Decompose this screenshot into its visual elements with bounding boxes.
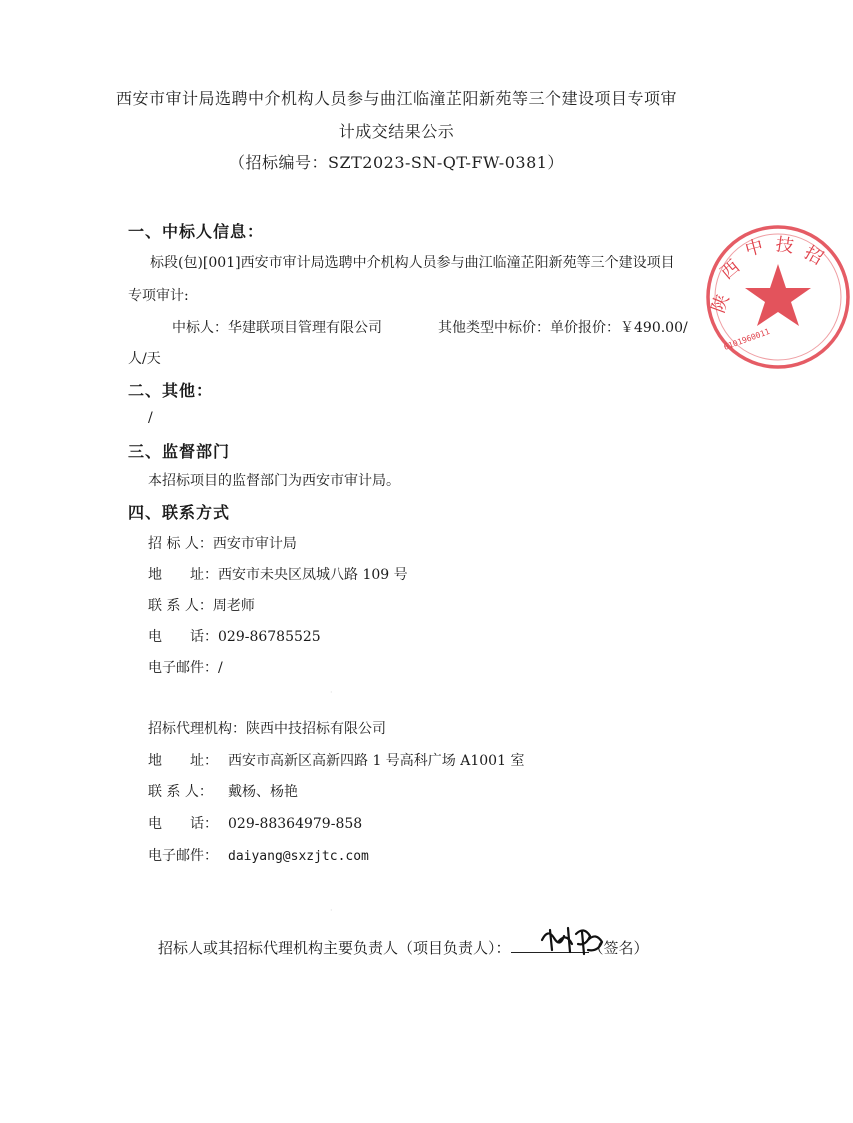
handwritten-signature: [538, 922, 608, 958]
tenderer-email-row: [148, 657, 223, 677]
section3-heading: 三、监督部门: [128, 442, 231, 461]
agency-address-label: 地 址：: [148, 753, 218, 769]
document-title-line1: 西安市审计局选聘中介机构人员参与曲江临潼芷阳新苑等三个建设项目专项审: [115, 89, 677, 108]
svg-text:招: 招: [800, 242, 827, 270]
tenderer-address-value: 西安市未央区凤城八路 109 号: [218, 567, 408, 583]
lot-description-line1: 标段(包)[001]西安市审计局选聘中介机构人员参与曲江临潼芷阳新苑等三个建设项目: [150, 255, 675, 271]
svg-text:技: 技: [774, 234, 796, 258]
tenderer-email-value: /: [218, 660, 223, 676]
lot-description-line2: 专项审计:: [128, 288, 189, 304]
section1-heading: 一、中标人信息：: [128, 222, 265, 241]
tenderer-phone-row: [148, 626, 321, 646]
agency-email-label: 电子邮件：: [148, 848, 218, 864]
svg-text:中: 中: [742, 235, 766, 261]
scan-artifact: ·: [330, 688, 333, 697]
section2-content: /: [148, 410, 153, 426]
agency-row: [148, 718, 386, 738]
svg-text:西: 西: [716, 256, 745, 284]
tender-number: （招标编号：SZT2023-SN-QT-FW-0381）: [229, 153, 564, 172]
tenderer-address-row: [148, 564, 408, 584]
agency-value: 陕西中技招标有限公司: [246, 721, 386, 737]
tenderer-value: 西安市审计局: [212, 536, 297, 552]
signature-prefix: 招标人或其招标代理机构主要负责人（项目负责人）：: [158, 939, 511, 957]
official-seal-stamp: [703, 222, 853, 372]
agency-contact-row: [148, 781, 298, 801]
document-title-line2: 计成交结果公示: [338, 122, 455, 141]
agency-email-value[interactable]: daiyang@sxzjtc.com: [228, 849, 369, 864]
tenderer-label: 招 标 人：: [148, 536, 213, 552]
agency-phone-label: 电 话：: [148, 816, 218, 832]
agency-contact-value: 戴杨、杨艳: [228, 784, 298, 800]
scan-artifact-2: ·: [330, 906, 333, 915]
winning-price: 其他类型中标价：单价报价：￥490.00/: [438, 320, 688, 336]
agency-phone-row: [148, 813, 362, 833]
section2-heading: 二、其他：: [128, 381, 214, 400]
tenderer-contact-value: 周老师: [212, 598, 255, 614]
agency-label: 招标代理机构：: [148, 721, 246, 737]
agency-email-row: [148, 845, 369, 865]
agency-address-row: [148, 750, 524, 770]
seal-star-icon: [745, 264, 811, 326]
signature-suffix: （签名）: [588, 939, 649, 957]
tenderer-contact-label: 联 系 人：: [148, 598, 213, 614]
supervision-text: 本招标项目的监督部门为西安市审计局。: [148, 473, 400, 489]
price-unit: 人/天: [128, 351, 161, 367]
agency-phone-value: 029-88364979-858: [228, 816, 363, 832]
agency-address-value: 西安市高新区高新四路 1 号高科广场 A1001 室: [228, 753, 525, 769]
section4-heading: 四、联系方式: [128, 503, 231, 522]
tenderer-phone-value: 029-86785525: [218, 629, 321, 645]
agency-contact-label: 联 系 人：: [148, 784, 213, 800]
tenderer-phone-label: 电 话：: [148, 629, 218, 645]
tenderer-email-label: 电子邮件：: [148, 660, 218, 676]
svg-text:6101960011: 6101960011: [722, 326, 771, 352]
tenderer-contact-row: [148, 595, 255, 615]
winner-name: 中标人：华建联项目管理有限公司: [172, 320, 382, 336]
tenderer-row: [148, 533, 297, 553]
svg-text:陕: 陕: [707, 291, 734, 316]
tenderer-address-label: 地 址：: [148, 567, 218, 583]
